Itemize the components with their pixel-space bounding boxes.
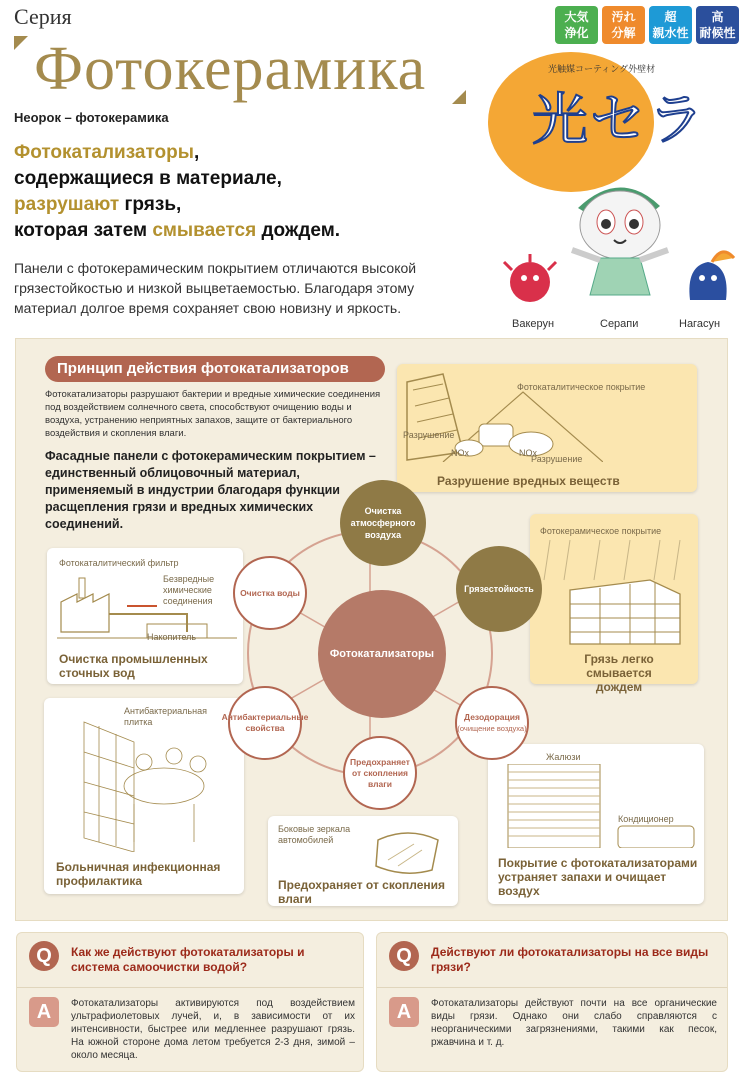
intro-description: Панели с фотокерамическим покрытием отличаются высокой грязестойкостью и низкой выцветаемостью. Благодаря этому материал долгое время сохраняет свою новизну и яркость. [14,260,417,316]
principle-text: Фотокатализаторы разрушают бактерии и вредные химические соединения под воздействием солнечного света, способствуют очищению воды и воздуха, устранению неприятных запахов, защите от бактериального воздействия и скопления влаги. [45,389,381,439]
character-serapi: Серапи [600,318,639,330]
deodorization-sub: (очищение воздуха) [457,724,527,733]
label-filter: Фотокаталитический фильтр [59,558,179,568]
logo-caption: 光触媒コーティング外壁材 [548,64,656,74]
mascots-illustration [500,170,740,320]
label-nox-1: NOx [451,448,469,458]
title-corner-top-left [14,36,28,50]
diagram-water-purification: Очистка воды [233,556,307,630]
label-antibacterial-tile: Антибактериальная плитка [124,706,207,727]
lead-text: содержащиеся в материале, [14,168,282,189]
lead-text: дождем. [256,220,341,241]
label-photocatalytic-coating: Фотокаталитическое покрытие [517,382,646,392]
title-corner-bottom-right [452,90,466,104]
nagasun-mascot [689,252,734,300]
box-blinds [488,744,704,904]
box-hospital [44,698,244,894]
diagram-antibacterial: Антибактериальные свойства [228,686,302,760]
box-title-mirror: Предохраняет от скопления влаги [278,878,446,906]
feature-badges [555,6,739,44]
lead-statement [14,140,474,244]
wakerun-mascot [504,254,556,302]
lead-text: которая затем [14,220,153,241]
answer-icon: A [29,997,59,1027]
diagram-center-photocatalysts: Фотокатализаторы [318,590,446,718]
box-title-hospital: Больничная инфекционная профилактика [56,860,221,888]
box-harmful-substances [397,364,697,492]
box-water-treatment [47,548,243,684]
diagram-dirt-resistance: Грязестойкость [456,546,542,632]
badge-weather-resistance: 高 耐候性 [696,6,739,44]
lead-text: , [193,142,200,163]
series-label: Серия [14,4,72,29]
badge-air-purification: 大気 浄化 [555,6,598,44]
principle-bold-text: Фасадные панели с фотокерамическим покрытием – единственный облицовочный материал, применяемый в индустрии благодаря функции расщепления грязи и вредных химических соединений. [45,449,376,531]
label-destroy-1: Разрушение [403,430,455,440]
question-icon: Q [389,941,419,971]
diagram-air-purification: Очистка атмосферного воздуха [340,480,426,566]
label-storage: Накопитель [147,632,197,642]
label-destroy-2: Разрушение [531,454,583,464]
label-photoceramic-coating: Фотокерамическое покрытие [540,526,662,536]
qa-question-1: Как же действуют фотокатализаторы и система самоочистки водой? [71,945,305,974]
page-subtitle: Неорок – фотокерамика [14,110,169,125]
hospital-illustration [74,712,224,852]
badge-dirt-decomposition: 汚れ 分解 [602,6,645,44]
badge-hydrophilic: 超 親水性 [649,6,692,44]
lead-highlight: Фотокатализаторы [14,142,194,163]
box-mirror [268,816,458,906]
lead-highlight: смывается [152,220,257,241]
mirror-illustration [368,826,448,878]
lead-highlight: разрушают [14,194,120,215]
question-icon: Q [29,941,59,971]
answer-icon: A [389,997,419,1027]
label-safe-compounds: Безвредные химические соединения [163,574,215,606]
label-air-conditioner: Кондиционер [618,814,674,824]
label-blinds: Жалюзи [546,752,581,762]
box-title-harmful: Разрушение вредных веществ [437,474,620,488]
qa-answer-1: Фотокатализаторы активируются под воздействием ультрафиолетовых лучей, и, в зависимости от их интенсивности, быстрее или медленнее разрушают грязь. На южной стороне дома летом требуется 2-3 дня, зимой – около месяца. [71,998,355,1061]
box-title-facade: Грязь легко смывается дождем [584,652,654,694]
qa-question-2: Действуют ли фотокатализаторы на все виды грязи? [431,945,709,974]
diagram-deodorization [455,686,529,760]
blinds-illustration [498,764,698,848]
logo-text: 光セラ [532,88,706,153]
principle-heading: Принцип действия фотокатализаторов [45,356,385,382]
building-illustration [540,540,690,650]
label-nox-2: NOx [519,448,537,458]
qa-card-1 [16,932,364,1072]
character-wakerun: Вакерун [512,318,555,330]
box-title-blinds: Покрытие с фотокатализаторами устраняет запахи и очищает воздух [498,856,698,898]
diagram-moisture-protection: Предохраняет от скопления влаги [343,736,417,810]
qa-card-2 [376,932,728,1072]
box-title-water: Очистка промышленных сточных вод [59,652,208,680]
label-side-mirrors: Боковые зеркала автомобилей [278,824,351,845]
qa-answer-2: Фотокатализаторы действуют почти на все органические виды грязи. Однако они слабо справляются с неорганическими загрязнениями, такими как песок, ржавчина и т. д. [431,998,717,1048]
serapi-mascot [572,187,668,295]
deodorization-label: Дезодорация [464,712,520,722]
page-title: Фотокерамика [34,35,427,103]
character-nagasun: Нагасун [679,318,721,330]
box-facade [530,514,698,694]
lead-text: грязь, [119,194,182,215]
